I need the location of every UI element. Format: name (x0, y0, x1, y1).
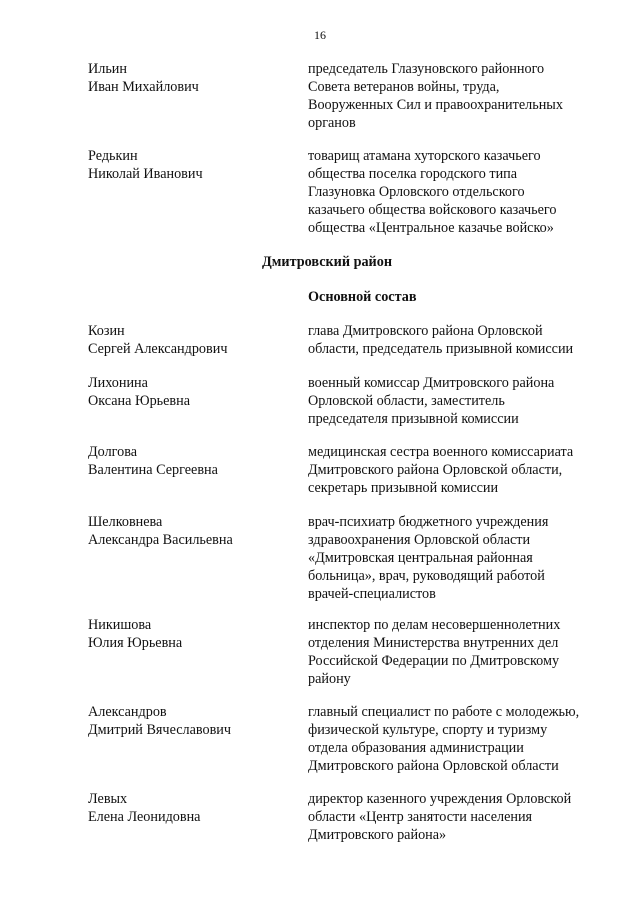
member-role: главный специалист по работе с молодежью, физической культуре, спорту и туризму отдела образования администрации Дмитровского района Орловской области (308, 704, 580, 774)
page-number: 16 (314, 28, 326, 42)
district-title: Дмитровский район (262, 254, 393, 270)
section-title: Основной состав (308, 289, 417, 305)
member-role: председатель Глазуновского районного Совета ветеранов войны, труда, Вооруженных Сил и правоохранительных органов (308, 61, 563, 131)
member-name: Никишова Юлия Юрьевна (88, 617, 183, 651)
member-role: военный комиссар Дмитровского района Орловской области, заместитель председателя призывной комиссии (308, 375, 555, 427)
member-name: Ильин Иван Михайлович (88, 61, 199, 95)
member-role: товарищ атамана хуторского казачьего общества поселка городского типа Глазуновка Орловского отдельского казачьего общества войскового казачьего общества «Центральное казачье войско» (308, 148, 557, 236)
member-name: Долгова Валентина Сергеевна (88, 444, 218, 478)
member-role: врач-психиатр бюджетного учреждения здравоохранения Орловской области «Дмитровская центральная районная больница», врач, руководящий работой врачей-специалистов (308, 514, 549, 602)
member-role: директор казенного учреждения Орловской области «Центр занятости населения Дмитровского района» (308, 791, 572, 843)
member-name: Редькин Николай Иванович (88, 148, 203, 182)
member-role: глава Дмитровского района Орловской области, председатель призывной комиссии (308, 323, 574, 357)
member-name: Козин Сергей Александрович (88, 323, 228, 357)
member-name: Лихонина Оксана Юрьевна (88, 375, 191, 409)
member-role: медицинская сестра военного комиссариата Дмитровского района Орловской области, секретарь призывной комиссии (308, 444, 574, 496)
member-name: Александров Дмитрий Вячеславович (88, 704, 232, 738)
member-name: Шелковнева Александра Васильевна (88, 514, 233, 548)
member-name: Левых Елена Леонидовна (88, 791, 201, 825)
member-role: инспектор по делам несовершеннолетних отделения Министерства внутренних дел Российской Федерации по Дмитровскому району (308, 617, 561, 687)
